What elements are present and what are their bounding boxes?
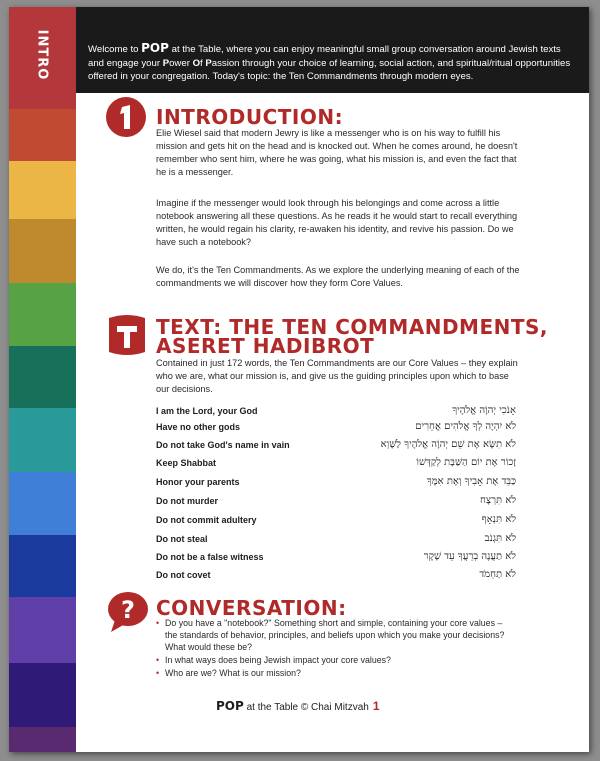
page-number: 1 xyxy=(372,699,380,713)
commandment-hebrew: זָכוֹר אֶת יוֹם הַשַּׁבָּת לְקַדְּשׁוֹ xyxy=(416,457,516,468)
color-stripe xyxy=(9,597,76,663)
page xyxy=(9,7,589,752)
commandment-english: Do not take God's name in vain xyxy=(156,440,290,450)
commandment-hebrew: לֹא יִהְיֶה לְךָ אֱלֹהִים אֲחֵרִים xyxy=(415,421,516,432)
text-section-title: TEXT: THE TEN COMMANDMENTS, xyxy=(156,315,548,339)
bullet-icon: • xyxy=(156,668,160,678)
sidebar-stripes xyxy=(9,7,76,752)
list-item xyxy=(156,654,506,666)
commandment-row xyxy=(156,440,516,454)
color-stripe xyxy=(9,219,76,283)
commandment-row xyxy=(156,477,516,491)
pop-logo: POP xyxy=(141,41,169,55)
header-text-power: ower xyxy=(169,57,193,69)
header-text-mid: at the Table, where you can enjoy meaningful small group conversation around Jewish texts and engage your xyxy=(88,44,561,69)
question-text: Do you have a "notebook?" Something short and simple, containing your core values – the standards of behavior, principles, and beliefs upon which you make your decisions? What would these be? xyxy=(165,618,505,652)
commandment-english: I am the Lord, your God xyxy=(156,406,258,416)
commandment-hebrew: לֹא תִשָּׂא אֶת שֵׁם יְהוָֹה אֱלֹהֶיךָ לַשָּׁוְא xyxy=(380,439,516,450)
commandment-english: Do not be a false witness xyxy=(156,552,264,562)
commandment-row xyxy=(156,534,516,548)
bullet-icon: • xyxy=(156,655,160,665)
intro-paragraph: We do, it's the Ten Commandments. As we explore the underlying meaning of each of the commandments we will discover how they form Core Values. xyxy=(156,265,520,288)
color-stripe xyxy=(9,408,76,472)
commandment-hebrew: לֹא תִּרְצָח xyxy=(479,495,516,506)
commandment-hebrew: לֹא תַחְמֹד xyxy=(479,569,516,580)
introduction-title: INTRODUCTION: xyxy=(156,105,344,129)
commandment-english: Do not covet xyxy=(156,570,211,580)
torah-scroll-icon xyxy=(105,312,149,358)
list-item xyxy=(156,667,506,679)
commandment-hebrew: כַּבֵּד אֶת אָבִיךָ וְאֶת אִמֶּךָ xyxy=(426,476,516,487)
commandment-english: Have no other gods xyxy=(156,422,241,432)
intro-tab-label: INTRO xyxy=(34,29,50,81)
conversation-questions xyxy=(156,617,506,680)
list-item xyxy=(156,617,506,653)
intro-paragraph: Elie Wiesel said that modern Jewry is like a messenger who is on his way to fulfill his mission and gets hit on the head and is knocked out. When he comes around, he doesn't remember who sent him, where he was going, what his mission is, and even the fact that he is a messenger. xyxy=(156,128,518,177)
header-text-topic: assion through your choice of learning, social action, and spiritual/ritual opportunities offered in your congregation. Today's topic: the Ten Commandments through modern eyes. xyxy=(88,57,571,83)
color-stripe xyxy=(9,109,76,161)
commandment-english: Do not commit adultery xyxy=(156,515,257,525)
footer xyxy=(216,699,380,713)
commandment-row xyxy=(156,552,516,566)
commandment-hebrew: אָנֹכִי יְהוָֹה אֱלֹהֶיךָ xyxy=(452,405,516,416)
header-text-pre: Welcome to xyxy=(88,44,142,55)
header-banner xyxy=(76,7,589,93)
color-stripe xyxy=(9,161,76,219)
number-one-icon xyxy=(104,95,148,139)
text-section-intro: Contained in just 172 words, the Ten Commandments are our Core Values – they explain who we are, what our mission is, and give us the guiding principles upon which to base our decisions. xyxy=(156,358,518,394)
commandment-row xyxy=(156,496,516,510)
commandment-english: Do not murder xyxy=(156,496,218,506)
intro-paragraph: Imagine if the messenger would look through his belongings and come across a little notebook answering all these questions. As he reads it he would start to recall everything written, he would regain his clarity, re-awaken his identity, and revive his passion. Do we have such a notebook? xyxy=(156,198,518,247)
commandment-hebrew: לֹא תִּגְנֹב xyxy=(484,533,516,544)
question-text: Who are we? What is our mission? xyxy=(165,668,301,678)
color-stripe xyxy=(9,535,76,597)
passion-initial: P xyxy=(205,57,212,69)
commandment-row xyxy=(156,422,516,436)
commandment-english: Honor your parents xyxy=(156,477,240,487)
commandment-hebrew: לֹא תַעֲנֶה בְרֵעֲךָ עֵד שָׁקֶר xyxy=(423,551,516,562)
of-initial: O xyxy=(192,57,201,69)
color-stripe xyxy=(9,663,76,727)
power-initial: P xyxy=(162,57,170,69)
footer-pop-logo: POP xyxy=(216,699,244,713)
commandment-row xyxy=(156,458,516,472)
intro-tab xyxy=(9,7,76,109)
conversation-title: CONVERSATION: xyxy=(156,596,347,620)
bullet-icon: • xyxy=(156,618,160,628)
question-text: In what ways does being Jewish impact your core values? xyxy=(165,655,391,665)
commandment-row xyxy=(156,406,516,420)
commandment-english: Keep Shabbat xyxy=(156,458,217,468)
commandment-english: Do not steal xyxy=(156,534,208,544)
commandment-row xyxy=(156,570,516,584)
footer-text: at the Table © Chai Mitzvah xyxy=(243,702,369,713)
commandment-hebrew: לֹא תִּנְאָף xyxy=(481,514,516,525)
question-bubble-icon xyxy=(105,590,151,634)
color-stripe xyxy=(9,283,76,346)
commandment-row xyxy=(156,515,516,529)
color-stripe xyxy=(9,472,76,535)
color-stripe xyxy=(9,727,76,752)
color-stripe xyxy=(9,346,76,408)
question-mark-glyph: ? xyxy=(121,596,135,624)
text-section-subtitle: ASERET HADIBROT xyxy=(156,334,375,358)
header-text-of: f xyxy=(200,57,206,69)
